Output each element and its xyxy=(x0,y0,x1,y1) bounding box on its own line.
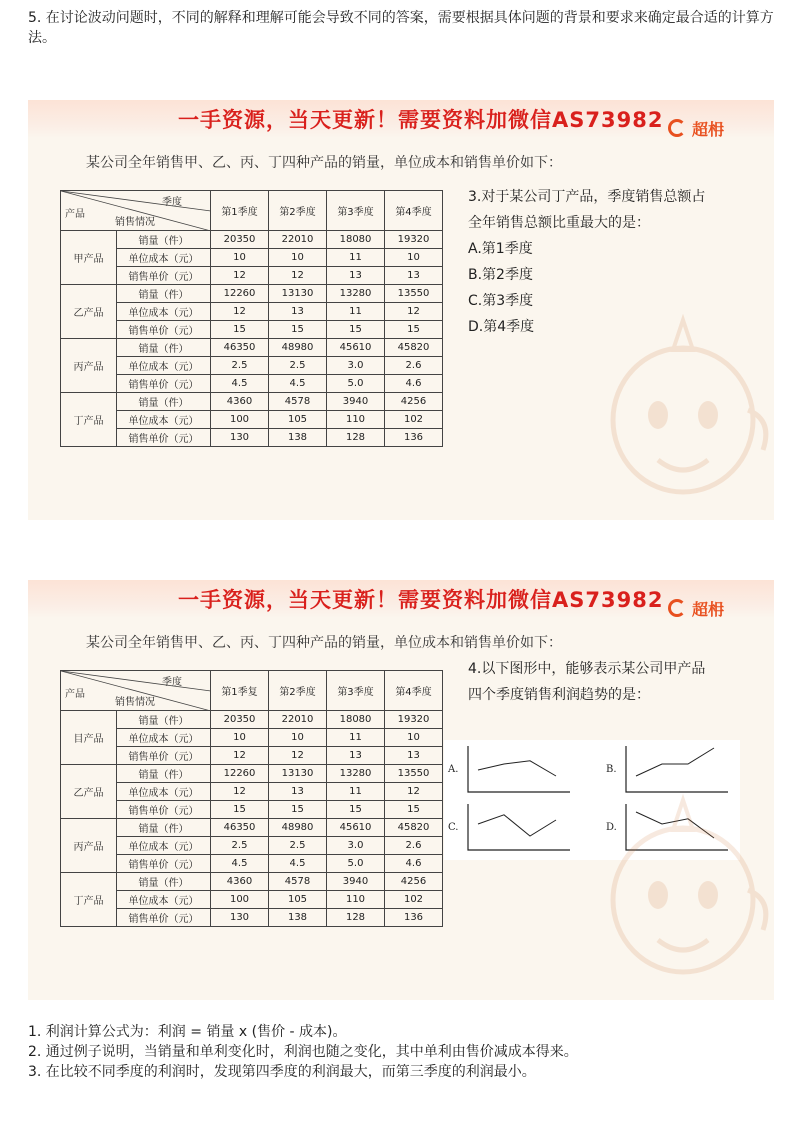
value-cell: 2.5 xyxy=(211,357,269,375)
graph-axes xyxy=(626,746,728,792)
value-cell: 3.0 xyxy=(327,357,385,375)
value-cell: 4.6 xyxy=(385,855,443,873)
metric-cell: 单位成本（元） xyxy=(117,411,211,429)
value-cell: 13550 xyxy=(385,285,443,303)
value-cell: 18080 xyxy=(327,711,385,729)
value-cell: 130 xyxy=(211,909,269,927)
table-row xyxy=(61,231,443,249)
trend-line xyxy=(478,815,556,836)
metric-cell: 销售单价（元） xyxy=(117,855,211,873)
table-row xyxy=(61,711,443,729)
product-name-cell: 丁产品 xyxy=(61,873,117,927)
option-a: A.第1季度 xyxy=(468,241,533,257)
table-row xyxy=(61,837,443,855)
value-cell: 2.5 xyxy=(211,837,269,855)
table-row xyxy=(61,819,443,837)
value-cell: 45820 xyxy=(385,339,443,357)
value-cell: 136 xyxy=(385,429,443,447)
intro-text: 某公司全年销售甲、乙、丙、丁四种产品的销量，单位成本和销售单价如下： xyxy=(86,635,562,651)
value-cell: 48980 xyxy=(269,819,327,837)
value-cell: 13550 xyxy=(385,765,443,783)
corner-season: 季度 xyxy=(162,677,182,688)
value-cell: 46350 xyxy=(211,339,269,357)
value-cell: 12 xyxy=(385,783,443,801)
metric-cell: 销售单价（元） xyxy=(117,429,211,447)
value-cell: 12260 xyxy=(211,285,269,303)
value-cell: 19320 xyxy=(385,231,443,249)
table-row xyxy=(61,729,443,747)
value-cell: 13 xyxy=(269,303,327,321)
product-name-cell: 丙产品 xyxy=(61,339,117,393)
value-cell: 100 xyxy=(211,411,269,429)
table-row xyxy=(61,285,443,303)
value-cell: 2.5 xyxy=(269,357,327,375)
metric-cell: 销售单价（元） xyxy=(117,747,211,765)
value-cell: 11 xyxy=(327,303,385,321)
table-row xyxy=(61,801,443,819)
value-cell: 20350 xyxy=(211,711,269,729)
metric-cell: 销量（件） xyxy=(117,765,211,783)
value-cell: 105 xyxy=(269,411,327,429)
intro-text: 某公司全年销售甲、乙、丙、丁四种产品的销量，单位成本和销售单价如下： xyxy=(86,155,562,171)
option-b: B.第2季度 xyxy=(468,267,533,283)
value-cell: 12 xyxy=(385,303,443,321)
metric-cell: 销量（件） xyxy=(117,819,211,837)
value-cell: 13 xyxy=(327,267,385,285)
value-cell: 15 xyxy=(269,801,327,819)
table-row xyxy=(61,357,443,375)
value-cell: 13280 xyxy=(327,765,385,783)
metric-cell: 单位成本（元） xyxy=(117,837,211,855)
quarter-header: 第4季度 xyxy=(385,671,443,711)
metric-cell: 单位成本（元） xyxy=(117,303,211,321)
value-cell: 138 xyxy=(269,909,327,927)
table-row xyxy=(61,393,443,411)
value-cell: 4.5 xyxy=(269,855,327,873)
value-cell: 15 xyxy=(269,321,327,339)
value-cell: 13 xyxy=(269,783,327,801)
value-cell: 15 xyxy=(327,801,385,819)
value-cell: 18080 xyxy=(327,231,385,249)
slide-question-3 xyxy=(28,100,774,520)
value-cell: 12 xyxy=(211,747,269,765)
product-name-cell: 乙产品 xyxy=(61,285,117,339)
metric-cell: 销售单价（元） xyxy=(117,909,211,927)
value-cell: 13 xyxy=(327,747,385,765)
value-cell: 12260 xyxy=(211,765,269,783)
value-cell: 4.5 xyxy=(211,375,269,393)
value-cell: 4360 xyxy=(211,873,269,891)
value-cell: 4256 xyxy=(385,393,443,411)
graph-option-a xyxy=(448,744,578,800)
value-cell: 105 xyxy=(269,891,327,909)
value-cell: 12 xyxy=(211,303,269,321)
note-line: 2. 通过例子说明，当销量和单利变化时，利润也随之变化，其中单利由售价减成本得来。 xyxy=(28,1044,578,1060)
value-cell: 12 xyxy=(211,783,269,801)
value-cell: 10 xyxy=(269,249,327,267)
metric-cell: 单位成本（元） xyxy=(117,891,211,909)
graph-label: D. xyxy=(606,822,617,833)
corner-product: 产品 xyxy=(65,689,85,700)
mascot-watermark xyxy=(588,790,774,1000)
value-cell: 102 xyxy=(385,891,443,909)
metric-cell: 单位成本（元） xyxy=(117,249,211,267)
question-line: 全年销售总额比重最大的是： xyxy=(468,215,650,231)
value-cell: 4.5 xyxy=(269,375,327,393)
metric-cell: 销售单价（元） xyxy=(117,801,211,819)
value-cell: 48980 xyxy=(269,339,327,357)
metric-cell: 销售单价（元） xyxy=(117,375,211,393)
table-corner-cell xyxy=(61,191,211,231)
value-cell: 5.0 xyxy=(327,855,385,873)
option-d: D.第4季度 xyxy=(468,319,535,335)
value-cell: 22010 xyxy=(269,711,327,729)
table-row xyxy=(61,891,443,909)
graph-plot xyxy=(462,744,572,796)
graph-label: C. xyxy=(448,822,459,833)
value-cell: 15 xyxy=(385,321,443,339)
table-row xyxy=(61,765,443,783)
question-line: 四个季度销售利润趋势的是： xyxy=(468,687,650,703)
table-row xyxy=(61,783,443,801)
graph-label: A. xyxy=(448,764,459,775)
table-row xyxy=(61,411,443,429)
metric-cell: 销售单价（元） xyxy=(117,321,211,339)
question-line: 4.以下图形中，能够表示某公司甲产品 xyxy=(468,661,706,677)
value-cell: 100 xyxy=(211,891,269,909)
bottom-notes xyxy=(28,1022,778,1082)
logo-text: 超枏 xyxy=(692,599,725,619)
value-cell: 2.6 xyxy=(385,837,443,855)
product-name-cell: 乙产品 xyxy=(61,765,117,819)
value-cell: 5.0 xyxy=(327,375,385,393)
table-row xyxy=(61,321,443,339)
quarter-header: 第3季度 xyxy=(327,191,385,231)
sales-table xyxy=(60,190,443,447)
table-corner-cell xyxy=(61,671,211,711)
value-cell: 46350 xyxy=(211,819,269,837)
value-cell: 4578 xyxy=(269,873,327,891)
value-cell: 13 xyxy=(385,267,443,285)
quarter-header: 第3季度 xyxy=(327,671,385,711)
value-cell: 10 xyxy=(211,729,269,747)
corner-product: 产品 xyxy=(65,209,85,220)
question-line: 3.对于某公司丁产品，季度销售总额占 xyxy=(468,189,706,205)
table-row xyxy=(61,429,443,447)
banner-text: 一手资源，当天更新！需要资料加微信AS73982 xyxy=(178,588,664,612)
value-cell: 4360 xyxy=(211,393,269,411)
metric-cell: 销量（件） xyxy=(117,711,211,729)
logo-text: 超枏 xyxy=(692,119,725,139)
value-cell: 3.0 xyxy=(327,837,385,855)
mascot-watermark xyxy=(588,310,774,520)
table-row xyxy=(61,375,443,393)
value-cell: 10 xyxy=(385,249,443,267)
graph-plot xyxy=(462,802,572,854)
value-cell: 11 xyxy=(327,249,385,267)
value-cell: 12 xyxy=(269,747,327,765)
metric-cell: 销量（件） xyxy=(117,393,211,411)
note-line: 1. 利润计算公式为：利润 = 销量 x (售价 - 成本)。 xyxy=(28,1024,347,1040)
metric-cell: 销量（件） xyxy=(117,231,211,249)
metric-cell: 单位成本（元） xyxy=(117,729,211,747)
graph-plot xyxy=(620,744,730,796)
value-cell: 12 xyxy=(269,267,327,285)
product-name-cell: 丁产品 xyxy=(61,393,117,447)
value-cell: 13 xyxy=(385,747,443,765)
value-cell: 45610 xyxy=(327,339,385,357)
graph-label: B. xyxy=(606,764,617,775)
g-swirl-icon xyxy=(668,599,686,617)
table-row xyxy=(61,249,443,267)
value-cell: 130 xyxy=(211,429,269,447)
logo xyxy=(668,596,724,620)
g-swirl-icon xyxy=(668,119,686,137)
value-cell: 45820 xyxy=(385,819,443,837)
table-row xyxy=(61,339,443,357)
quarter-header: 第2季度 xyxy=(269,671,327,711)
metric-cell: 单位成本（元） xyxy=(117,783,211,801)
value-cell: 128 xyxy=(327,909,385,927)
value-cell: 13130 xyxy=(269,765,327,783)
value-cell: 13280 xyxy=(327,285,385,303)
metric-cell: 单位成本（元） xyxy=(117,357,211,375)
logo xyxy=(668,116,724,140)
note-line: 3. 在比较不同季度的利润时，发现第四季度的利润最大，而第三季度的利润最小。 xyxy=(28,1064,536,1080)
value-cell: 15 xyxy=(327,321,385,339)
metric-cell: 销量（件） xyxy=(117,873,211,891)
value-cell: 15 xyxy=(211,801,269,819)
option-c: C.第3季度 xyxy=(468,293,534,309)
value-cell: 2.5 xyxy=(269,837,327,855)
table-row xyxy=(61,747,443,765)
value-cell: 12 xyxy=(211,267,269,285)
corner-sales: 销售情况 xyxy=(115,217,155,228)
question-4 xyxy=(468,656,705,708)
table-row xyxy=(61,855,443,873)
value-cell: 19320 xyxy=(385,711,443,729)
value-cell: 102 xyxy=(385,411,443,429)
value-cell: 4256 xyxy=(385,873,443,891)
metric-cell: 销售单价（元） xyxy=(117,267,211,285)
value-cell: 4.6 xyxy=(385,375,443,393)
quarter-header: 第4季度 xyxy=(385,191,443,231)
value-cell: 45610 xyxy=(327,819,385,837)
value-cell: 22010 xyxy=(269,231,327,249)
quarter-header: 第1季复 xyxy=(211,671,269,711)
product-name-cell: 甲产品 xyxy=(61,231,117,285)
value-cell: 138 xyxy=(269,429,327,447)
value-cell: 110 xyxy=(327,411,385,429)
value-cell: 11 xyxy=(327,783,385,801)
value-cell: 13130 xyxy=(269,285,327,303)
value-cell: 20350 xyxy=(211,231,269,249)
value-cell: 4.5 xyxy=(211,855,269,873)
product-name-cell: 目产品 xyxy=(61,711,117,765)
metric-cell: 销量（件） xyxy=(117,285,211,303)
value-cell: 11 xyxy=(327,729,385,747)
graph-option-c xyxy=(448,802,578,858)
sales-table xyxy=(60,670,443,927)
banner xyxy=(28,580,774,618)
quarter-header: 第1季度 xyxy=(211,191,269,231)
banner xyxy=(28,100,774,138)
trend-line xyxy=(478,761,556,776)
value-cell: 128 xyxy=(327,429,385,447)
value-cell: 110 xyxy=(327,891,385,909)
value-cell: 136 xyxy=(385,909,443,927)
product-name-cell: 丙产品 xyxy=(61,819,117,873)
value-cell: 10 xyxy=(385,729,443,747)
value-cell: 4578 xyxy=(269,393,327,411)
table-row xyxy=(61,303,443,321)
value-cell: 10 xyxy=(269,729,327,747)
value-cell: 2.6 xyxy=(385,357,443,375)
top-note: 5. 在讨论波动问题时，不同的解释和理解可能会导致不同的答案，需要根据具体问题的背景和要求来确定最合适的计算方法。 xyxy=(28,10,774,46)
table-row xyxy=(61,267,443,285)
slide-question-4 xyxy=(28,580,774,1000)
quarter-header: 第2季度 xyxy=(269,191,327,231)
value-cell: 3940 xyxy=(327,873,385,891)
value-cell: 15 xyxy=(211,321,269,339)
value-cell: 10 xyxy=(211,249,269,267)
corner-season: 季度 xyxy=(162,197,182,208)
value-cell: 15 xyxy=(385,801,443,819)
corner-sales: 销售情况 xyxy=(115,697,155,708)
table-row xyxy=(61,873,443,891)
table-row xyxy=(61,909,443,927)
trend-line xyxy=(636,748,714,776)
value-cell: 3940 xyxy=(327,393,385,411)
banner-text: 一手资源，当天更新！需要资料加微信AS73982 xyxy=(178,108,664,132)
metric-cell: 销量（件） xyxy=(117,339,211,357)
